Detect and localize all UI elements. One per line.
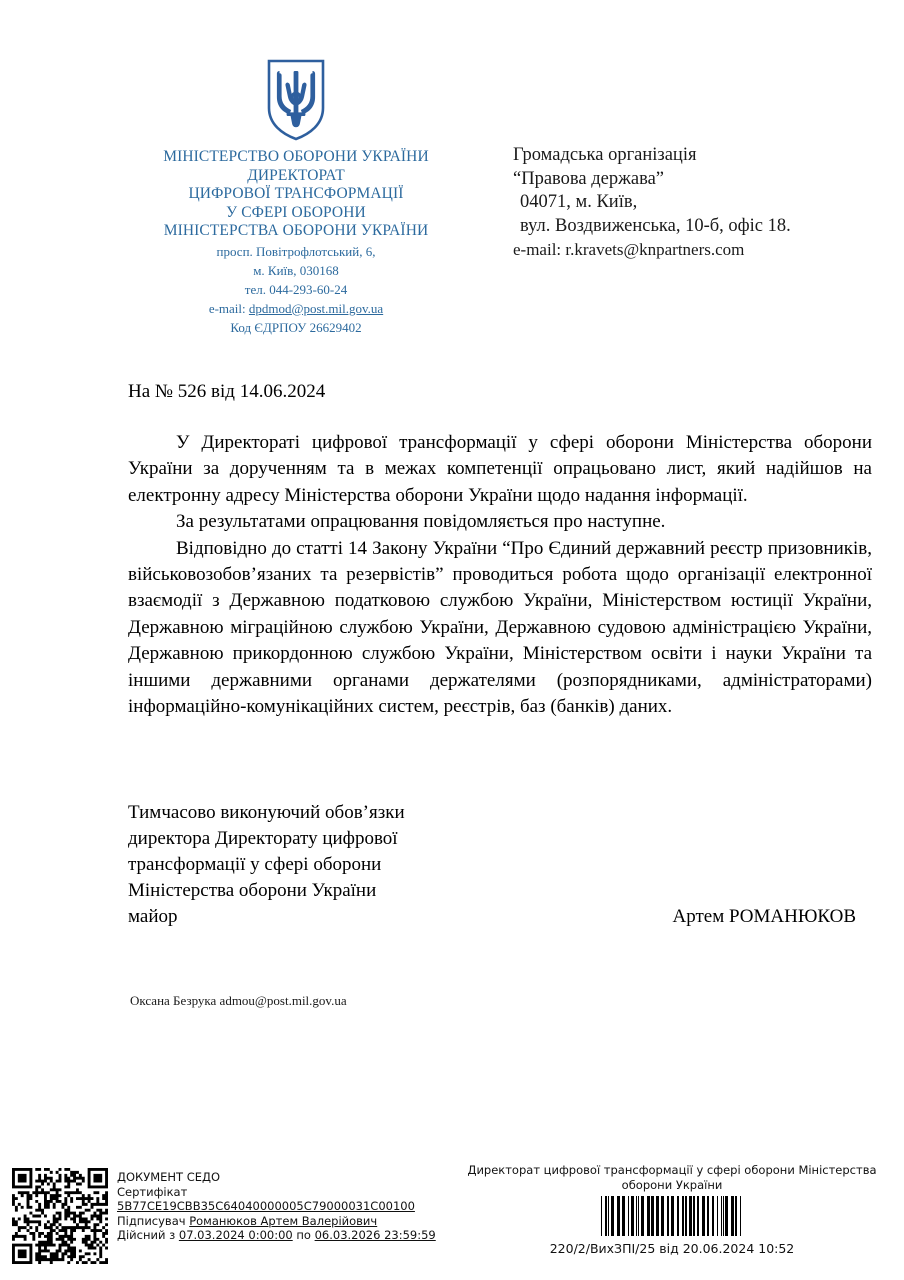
addressee-organization: Громадська організація bbox=[513, 145, 697, 165]
signatory-title-line-3: трансформації у сфері оборони bbox=[128, 854, 382, 875]
letterhead bbox=[96, 58, 496, 336]
barcode-document-number: 220/2/ВихЗПІ/25 від 20.06.2024 10:52 bbox=[549, 1241, 795, 1256]
body-paragraph-2: За результатами опрацювання повідомляється про наступне. bbox=[176, 511, 666, 533]
signatory-name: Артем РОМАНЮКОВ bbox=[672, 906, 856, 927]
letterhead-phone: тел. 044-293-60-24 bbox=[244, 281, 348, 297]
sedo-valid-from: 07.03.2024 0:00:00 bbox=[178, 1228, 293, 1243]
letterhead-address-line-1: просп. Повітрофлотський, 6, bbox=[216, 243, 376, 259]
addressee-email[interactable]: e-mail: r.kravets@knpartners.com bbox=[513, 240, 745, 259]
letterhead-title-line-1: МІНІСТЕРСТВО ОБОРОНИ УКРАЇНИ bbox=[163, 148, 429, 165]
sedo-validity-row bbox=[117, 1228, 436, 1243]
qr-code-icon bbox=[12, 1168, 108, 1264]
sedo-certificate-number: 5B77CE19CBB35C64040000005C79000031C00100 bbox=[117, 1199, 415, 1214]
letterhead-title-line-3: ЦИФРОВОЇ ТРАНСФОРМАЦІЇ bbox=[188, 185, 404, 202]
sedo-certificate-label: Сертифікат bbox=[117, 1184, 188, 1199]
barcode-icon bbox=[599, 1196, 745, 1236]
letterhead-email-link[interactable]: dpdmod@post.mil.gov.ua bbox=[248, 300, 384, 316]
letterhead-email-row bbox=[96, 300, 496, 317]
letterhead-title-line-2: ДИРЕКТОРАТ bbox=[247, 166, 345, 184]
barcode-block bbox=[452, 1163, 892, 1257]
sedo-signer-label: Підписувач bbox=[117, 1213, 190, 1228]
sedo-certificate-block bbox=[12, 1168, 436, 1264]
barcode-caption: Директорат цифрової трансформації у сфері оборони Міністерства оборони України bbox=[467, 1163, 877, 1192]
letterhead-address-line-2: м. Київ, 030168 bbox=[253, 262, 339, 278]
signature-block bbox=[128, 800, 872, 930]
letter-body bbox=[128, 430, 872, 720]
signatory-title bbox=[128, 800, 448, 904]
addressee-postal-city: 04071, м. Київ, bbox=[520, 192, 638, 212]
signatory-title-line-4: Міністерства оборони України bbox=[128, 880, 377, 901]
reference-line: На № 526 від 14.06.2024 bbox=[128, 381, 326, 402]
signatory-title-line-1: Тимчасово виконуючий обов’язки bbox=[128, 802, 405, 823]
sedo-signer-name: Романюков Артем Валерійович bbox=[189, 1213, 378, 1228]
ukraine-trident-coat-of-arms-icon bbox=[266, 58, 326, 142]
letterhead-email-label: e-mail: bbox=[208, 300, 249, 316]
body-paragraph-1: У Директораті цифрової трансформації у сфері оборони Міністерства оборони України за дорученням та в межах компетенції опрацьовано лист, який надійшов на електронну адресу Міністерства оборони України щодо надання інформації. bbox=[128, 432, 872, 506]
signatory-rank: майор bbox=[128, 906, 178, 927]
executor-line: Оксана Безрука admou@post.mil.gov.ua bbox=[130, 993, 347, 1008]
sedo-valid-prefix: Дійсний з bbox=[117, 1228, 179, 1243]
letterhead-title-line-4: У СФЕРІ ОБОРОНИ bbox=[226, 203, 366, 221]
letterhead-title-line-5: МІНІСТЕРСТВА ОБОРОНИ УКРАЇНИ bbox=[163, 222, 429, 239]
sedo-signer-row bbox=[117, 1214, 436, 1229]
signature-rank-row bbox=[128, 904, 872, 930]
addressee-street: вул. Воздвиженська, 10-б, офіс 18. bbox=[520, 215, 791, 236]
sedo-valid-middle: по bbox=[292, 1228, 315, 1243]
letterhead-edrpou: Код ЄДРПОУ 26629402 bbox=[230, 319, 362, 335]
addressee-organization-name: “Правова держава” bbox=[513, 168, 664, 189]
sedo-heading: ДОКУМЕНТ СЕДО bbox=[117, 1170, 221, 1184]
sedo-certificate-text bbox=[117, 1168, 436, 1243]
addressee-block bbox=[513, 144, 893, 262]
body-paragraph-3: Відповідно до статті 14 Закону України “Про Єдиний державний реєстр призовників, військовозобов’язаних та резервістів” проводиться робота щодо організації електронної взаємодії з Державною податковою службою України, Міністерством юстиції України, Державною міграційною службою України, Державною судовою адміністрацією України, Державною прикордонною службою України, Міністерством освіти і науки України та іншими державними органами держателями (розпорядниками, адміністраторами) інформаційно-комунікаційних систем, реєстрів, баз (банків) даних. bbox=[128, 537, 872, 718]
sedo-valid-to: 06.03.2026 23:59:59 bbox=[314, 1228, 436, 1243]
signatory-title-line-2: директора Директорату цифрової bbox=[128, 828, 398, 849]
